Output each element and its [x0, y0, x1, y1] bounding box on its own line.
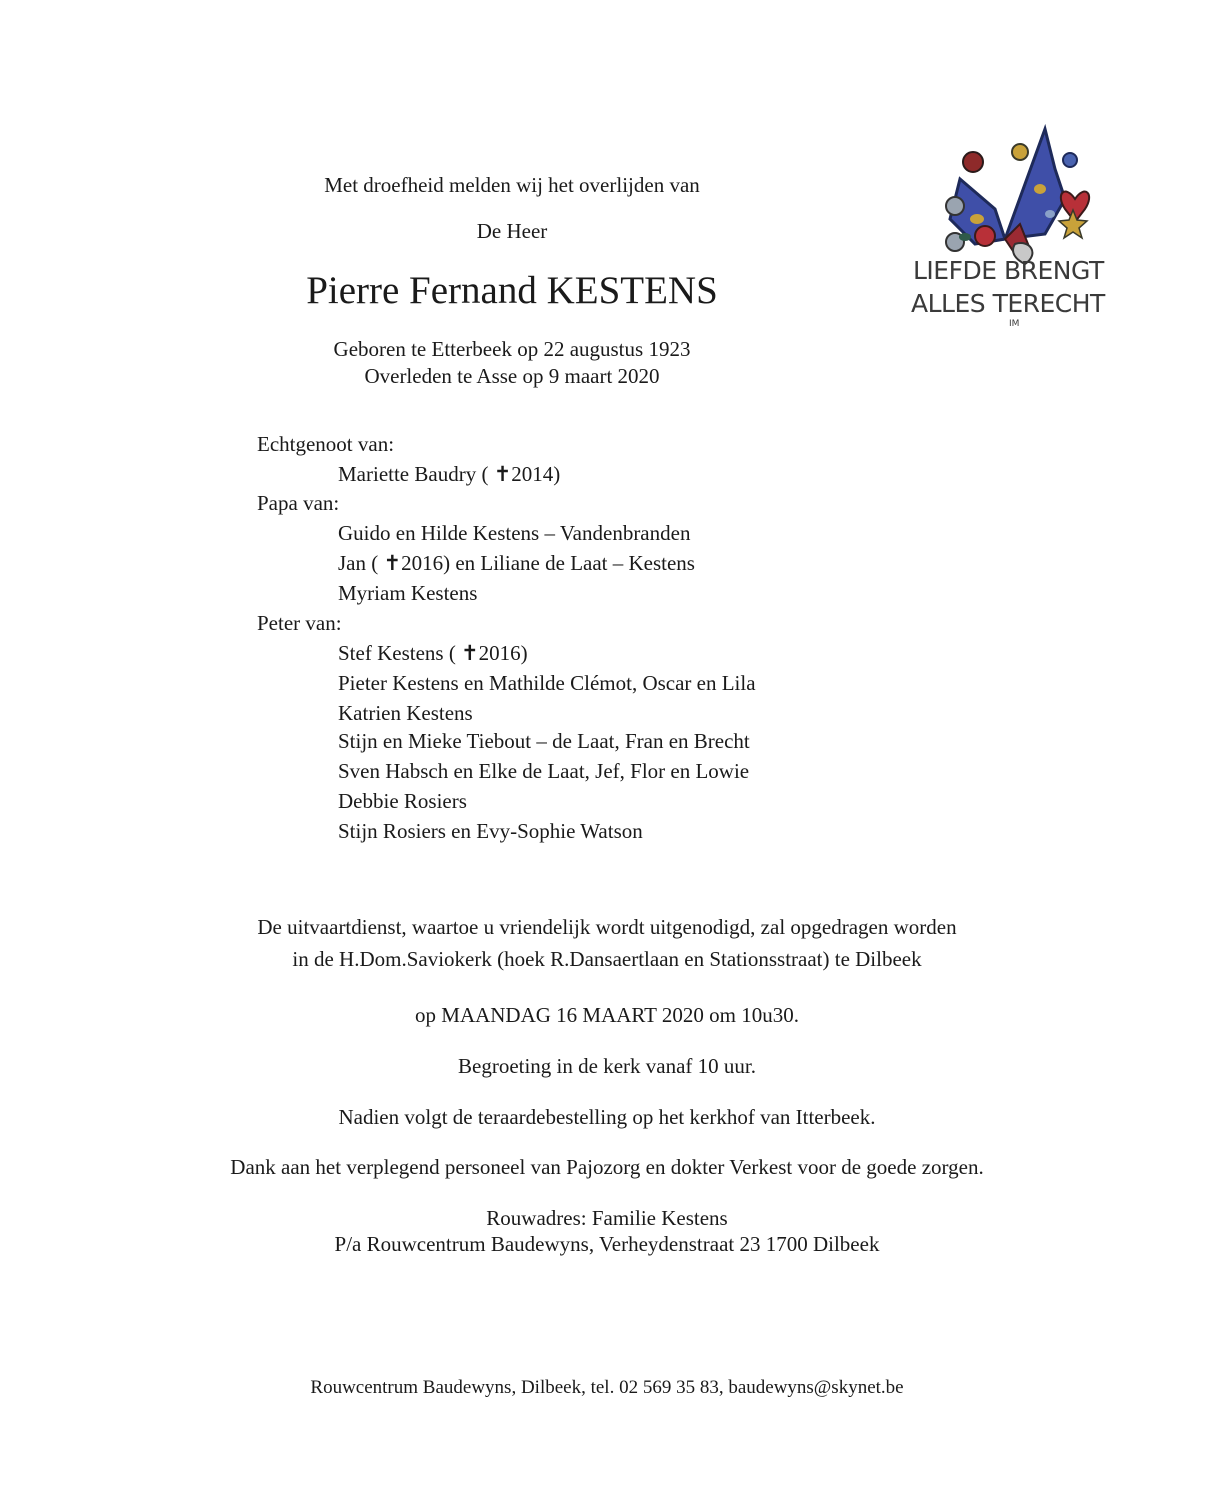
godchild-item: Stijn en Mieke Tiebout – de Laat, Fran en Brecht: [338, 729, 750, 753]
logo: [905, 124, 1115, 339]
spouse-label: Echtgenoot van:: [257, 432, 395, 456]
deceased-name: Pierre Fernand KESTENS: [306, 269, 718, 312]
death-line: Overleden te Asse op 9 maart 2020: [364, 364, 660, 388]
service-line-1: De uitvaartdienst, waartoe u vriendelijk wordt uitgenodigd, zal opgedragen worden: [257, 915, 957, 939]
child-item: Myriam Kestens: [338, 581, 478, 605]
birth-line: Geboren te Etterbeek op 22 augustus 1923: [333, 337, 691, 361]
godchild-item: Sven Habsch en Elke de Laat, Jef, Flor en Lowie: [338, 759, 750, 783]
godchild-item: Katrien Kestens: [338, 701, 473, 725]
intro-text: Met droefheid melden wij het overlijden van: [324, 173, 700, 197]
godchild-item: Stef Kestens ( ✝2016): [338, 641, 528, 665]
signature: IM: [1009, 319, 1020, 329]
child-item: Jan ( ✝2016) en Liliane de Laat – Kestens: [338, 551, 695, 575]
address-line-1: Rouwadres: Familie Kestens: [486, 1206, 728, 1230]
honorific: De Heer: [476, 219, 548, 243]
service-line-2: in de H.Dom.Saviokerk (hoek R.Dansaertlaan en Stationsstraat) te Dilbeek: [292, 947, 922, 971]
spouse-name: Mariette Baudry ( ✝2014): [338, 462, 561, 486]
footer-contact: Rouwcentrum Baudewyns, Dilbeek, tel. 02 569 35 83, baudewyns@skynet.be: [310, 1377, 904, 1398]
service-date: op MAANDAG 16 MAART 2020 om 10u30.: [415, 1003, 799, 1027]
peter-label: Peter van:: [257, 611, 342, 635]
motto-line-1: LIEFDE BRENGT: [913, 256, 1104, 285]
greeting-text: Begroeting in de kerk vanaf 10 uur.: [458, 1054, 756, 1078]
papa-label: Papa van:: [257, 491, 340, 515]
address-line-2: P/a Rouwcentrum Baudewyns, Verheydenstraat 23 1700 Dilbeek: [334, 1232, 880, 1256]
godchild-item: Stijn Rosiers en Evy-Sophie Watson: [338, 819, 643, 843]
burial-text: Nadien volgt de teraardebestelling op het kerkhof van Itterbeek.: [338, 1105, 876, 1129]
child-item: Guido en Hilde Kestens – Vandenbranden: [338, 521, 691, 545]
godchild-item: Debbie Rosiers: [338, 789, 467, 813]
thanks-text: Dank aan het verplegend personeel van Pajozorg en dokter Verkest voor de goede zorgen.: [230, 1155, 984, 1179]
butterfly-flowers-icon: [905, 124, 1115, 339]
motto-line-2: ALLES TERECHT: [911, 289, 1105, 318]
godchild-item: Pieter Kestens en Mathilde Clémot, Oscar en Lila: [338, 671, 756, 695]
